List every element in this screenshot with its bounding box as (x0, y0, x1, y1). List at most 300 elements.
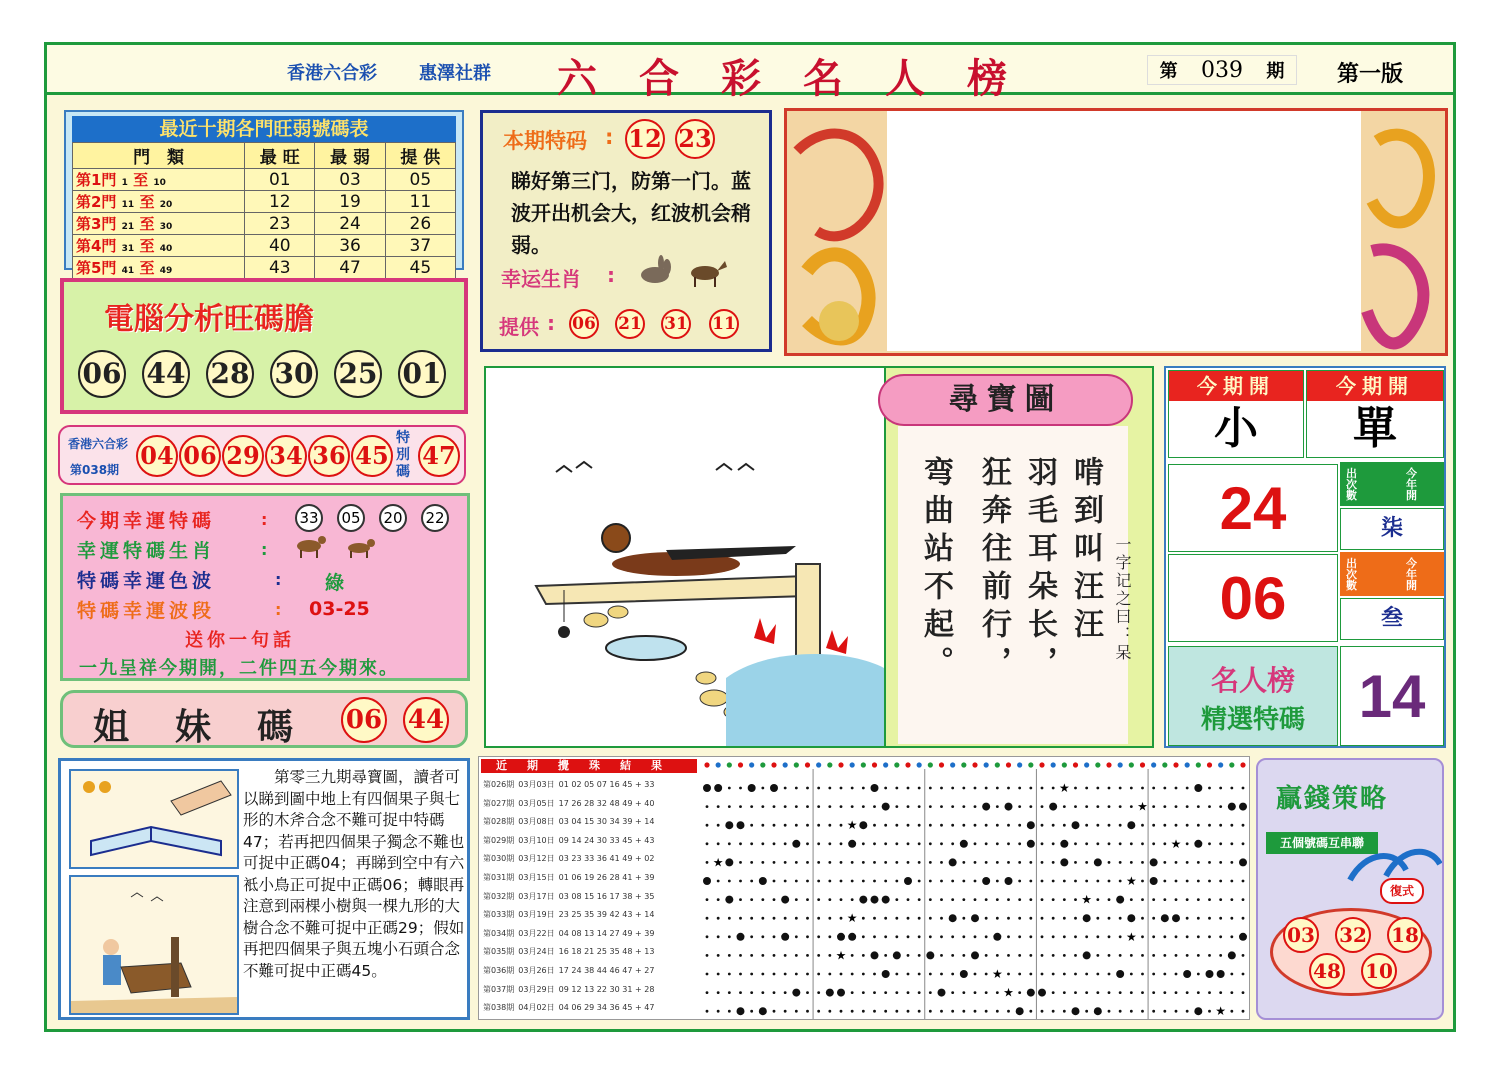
empty-mark (784, 973, 787, 976)
draw-date: 03月08日 (518, 817, 555, 827)
empty-mark (918, 917, 921, 920)
empty-mark (806, 1010, 809, 1013)
empty-mark (784, 880, 787, 883)
empty-mark (1007, 973, 1010, 976)
empty-mark (1163, 954, 1166, 957)
empty-mark (1242, 991, 1245, 994)
draw-row (483, 946, 654, 957)
empty-mark (1029, 898, 1032, 901)
empty-mark (929, 861, 932, 864)
empty-mark (996, 917, 999, 920)
empty-mark (706, 954, 709, 957)
empty-mark (1175, 991, 1178, 994)
draw-row (483, 928, 654, 939)
empty-mark (1096, 898, 1099, 901)
drawn-mark (1172, 914, 1180, 922)
empty-mark (1186, 991, 1189, 994)
column-marker (1173, 762, 1178, 767)
empty-mark (884, 954, 887, 957)
empty-mark (1052, 824, 1055, 827)
empty-mark (962, 935, 965, 938)
empty-mark (1085, 991, 1088, 994)
empty-mark (962, 1010, 965, 1013)
empty-mark (1208, 805, 1211, 808)
empty-mark (895, 787, 898, 790)
empty-mark (974, 842, 977, 845)
empty-mark (1197, 917, 1200, 920)
empty-mark (1052, 917, 1055, 920)
empty-mark (717, 805, 720, 808)
drawn-mark (1027, 989, 1035, 997)
drawn-mark (1049, 803, 1057, 811)
empty-mark (1208, 861, 1211, 864)
empty-mark (773, 824, 776, 827)
empty-mark (884, 935, 887, 938)
column-marker (1229, 762, 1234, 767)
drawn-mark (1150, 858, 1158, 866)
gate-name: 第1門 (76, 171, 117, 189)
empty-mark (1219, 805, 1222, 808)
drawn-mark (859, 821, 867, 829)
empty-mark (773, 935, 776, 938)
empty-mark (806, 935, 809, 938)
empty-mark (750, 861, 753, 864)
column-marker (1151, 762, 1156, 767)
hot-cell: 12 (245, 191, 315, 213)
strategy-number: 32 (1335, 917, 1371, 953)
result-number: 45 (351, 435, 393, 477)
empty-mark (1175, 880, 1178, 883)
empty-mark (784, 1010, 787, 1013)
empty-mark (1119, 935, 1122, 938)
current-special-number: 23 (675, 119, 715, 159)
recent-draws-title: 近期攪珠結果 (481, 759, 697, 773)
empty-mark (1130, 973, 1133, 976)
strategy-number: 03 (1283, 917, 1319, 953)
empty-mark (828, 954, 831, 957)
empty-mark (1074, 842, 1077, 845)
empty-mark (1242, 954, 1245, 957)
draw-row (483, 984, 654, 995)
empty-mark (739, 991, 742, 994)
special-number: 47 (418, 435, 460, 477)
empty-mark (1074, 805, 1077, 808)
empty-mark (918, 880, 921, 883)
empty-mark (951, 991, 954, 994)
empty-mark (895, 842, 898, 845)
empty-mark (974, 935, 977, 938)
page-title: 六合彩名人榜 (557, 55, 1049, 102)
empty-mark (1119, 1010, 1122, 1013)
empty-mark (706, 917, 709, 920)
empty-mark (996, 954, 999, 957)
empty-mark (907, 917, 910, 920)
drawn-mark (1194, 1007, 1202, 1015)
drawn-mark (848, 933, 856, 941)
draw-row (483, 965, 654, 976)
drawn-mark (960, 970, 968, 978)
gate-to-label: 至 (133, 171, 149, 189)
empty-mark (795, 935, 798, 938)
empty-mark (717, 991, 720, 994)
stat-label: 今期開 (1307, 371, 1443, 401)
column-marker (950, 762, 955, 767)
empty-mark (1108, 880, 1111, 883)
empty-mark (873, 935, 876, 938)
phrase-text: 一九呈祥今期開，二件四五今期來。 (79, 658, 399, 679)
gate-name: 第3門 (76, 215, 117, 233)
treasure-picture (484, 366, 886, 748)
empty-mark (1141, 991, 1144, 994)
column-marker (972, 762, 977, 767)
empty-mark (1230, 898, 1233, 901)
gate-name: 第2門 (76, 193, 117, 211)
side-b-header (1340, 552, 1444, 596)
draw-date: 03月17日 (518, 891, 555, 901)
gate-to: 30 (159, 222, 173, 232)
empty-mark (1041, 861, 1044, 864)
empty-mark (1029, 787, 1032, 790)
empty-mark (1152, 935, 1155, 938)
draw-row (483, 798, 654, 809)
empty-mark (996, 880, 999, 883)
empty-mark (1018, 935, 1021, 938)
empty-mark (929, 880, 932, 883)
empty-mark (985, 991, 988, 994)
empty-mark (884, 842, 887, 845)
empty-mark (895, 973, 898, 976)
empty-mark (1018, 824, 1021, 827)
empty-mark (1085, 805, 1088, 808)
column-marker (771, 762, 776, 767)
empty-mark (918, 935, 921, 938)
decorative-banner (784, 108, 1448, 356)
cold-cell: 36 (315, 235, 385, 257)
issue-number (1147, 55, 1297, 85)
cold-cell: 24 (315, 213, 385, 235)
column-marker (850, 762, 855, 767)
empty-mark (1197, 898, 1200, 901)
column-marker (861, 762, 866, 767)
empty-mark (884, 991, 887, 994)
empty-mark (996, 787, 999, 790)
phrase-label: 送你一句話 (185, 630, 295, 651)
drawn-mark (1150, 877, 1158, 885)
drawn-mark (1239, 858, 1247, 866)
empty-mark (1141, 787, 1144, 790)
result-number: 34 (265, 435, 307, 477)
column-marker (1062, 762, 1067, 767)
empty-mark (884, 787, 887, 790)
draw-numbers: 17 24 38 44 46 47 + 27 (558, 966, 655, 975)
empty-mark (1063, 880, 1066, 883)
hot-cell: 01 (245, 169, 315, 191)
empty-mark (974, 1010, 977, 1013)
stat-box-parity (1306, 370, 1444, 458)
side-b-top2: 今年開 (1406, 557, 1417, 592)
gate-to: 20 (159, 200, 173, 210)
empty-mark (1242, 973, 1245, 976)
empty-mark (1007, 1010, 1010, 1013)
empty-mark (817, 954, 820, 957)
draw-dot-grid (701, 757, 1249, 1019)
colon: : (605, 125, 614, 149)
issue-value: 039 (1200, 57, 1243, 83)
empty-mark (862, 954, 865, 957)
empty-mark (1141, 861, 1144, 864)
empty-mark (750, 917, 753, 920)
empty-mark (1163, 861, 1166, 864)
side-a-top: 出次數 (1346, 467, 1357, 502)
empty-mark (929, 935, 932, 938)
empty-mark (918, 787, 921, 790)
empty-mark (1096, 954, 1099, 957)
empty-mark (1163, 842, 1166, 845)
empty-mark (739, 898, 742, 901)
empty-mark (1219, 842, 1222, 845)
empty-mark (1230, 842, 1233, 845)
lucky-number: 05 (337, 504, 365, 532)
empty-mark (795, 861, 798, 864)
empty-mark (1096, 880, 1099, 883)
empty-mark (951, 935, 954, 938)
empty-mark (918, 954, 921, 957)
treasure-poem-panel (884, 366, 1154, 748)
drawn-mark (1127, 821, 1135, 829)
draw-issue: 第036期 (483, 966, 515, 975)
empty-mark (951, 954, 954, 957)
side-a-value: 柒 (1340, 508, 1444, 550)
empty-mark (1141, 880, 1144, 883)
empty-mark (918, 824, 921, 827)
empty-mark (1197, 861, 1200, 864)
empty-mark (1074, 973, 1077, 976)
empty-mark (840, 842, 843, 845)
drawn-mark (1127, 914, 1135, 922)
empty-mark (1242, 880, 1245, 883)
empty-mark (1096, 842, 1099, 845)
empty-mark (1007, 842, 1010, 845)
empty-mark (761, 954, 764, 957)
sister-number: 44 (403, 697, 449, 743)
empty-mark (1007, 935, 1010, 938)
empty-mark (840, 1010, 843, 1013)
draw-date: 03月24日 (518, 947, 555, 957)
empty-mark (929, 787, 932, 790)
empty-mark (929, 842, 932, 845)
empty-mark (862, 991, 865, 994)
empty-mark (1029, 954, 1032, 957)
empty-mark (1130, 991, 1133, 994)
empty-mark (895, 861, 898, 864)
column-marker (928, 762, 933, 767)
drawn-mark (859, 896, 867, 904)
empty-mark (840, 787, 843, 790)
provide-label: 提供 (499, 315, 539, 339)
empty-mark (1096, 935, 1099, 938)
empty-mark (1029, 861, 1032, 864)
empty-mark (951, 805, 954, 808)
drawn-mark (1038, 989, 1046, 997)
empty-mark (728, 805, 731, 808)
empty-mark (1208, 842, 1211, 845)
empty-mark (951, 898, 954, 901)
draw-row (483, 891, 654, 902)
empty-mark (940, 842, 943, 845)
empty-mark (895, 1010, 898, 1013)
empty-mark (750, 973, 753, 976)
draw-row (483, 779, 654, 790)
empty-mark (1063, 898, 1066, 901)
empty-mark (1163, 787, 1166, 790)
empty-mark (828, 824, 831, 827)
draw-date: 03月10日 (518, 835, 555, 845)
empty-mark (1108, 898, 1111, 901)
empty-mark (1108, 935, 1111, 938)
empty-mark (1108, 917, 1111, 920)
strategy-number: 48 (1309, 953, 1345, 989)
drawn-mark (1094, 858, 1102, 866)
column-marker (1017, 762, 1022, 767)
empty-mark (817, 880, 820, 883)
lucky-range-label: 特碼幸運波段 (77, 600, 216, 622)
empty-mark (840, 973, 843, 976)
empty-mark (840, 917, 843, 920)
famous-sub: 精選特碼 (1200, 705, 1305, 735)
treasure-title: 尋寶圖 (878, 374, 1133, 426)
empty-mark (717, 880, 720, 883)
empty-mark (1230, 973, 1233, 976)
empty-mark (1007, 954, 1010, 957)
empty-mark (1230, 787, 1233, 790)
empty-mark (728, 991, 731, 994)
empty-mark (706, 824, 709, 827)
empty-mark (1141, 935, 1144, 938)
draw-issue: 第029期 (483, 835, 515, 845)
empty-mark (1186, 954, 1189, 957)
drawn-mark (837, 933, 845, 941)
empty-mark (717, 973, 720, 976)
drawn-mark (737, 933, 745, 941)
special-number-label: 特別碼 (396, 430, 410, 480)
empty-mark (895, 935, 898, 938)
column-marker (1028, 762, 1033, 767)
drawn-mark (882, 896, 890, 904)
col-header: 最 旺 (245, 143, 315, 169)
empty-mark (851, 1010, 854, 1013)
empty-mark (951, 1010, 954, 1013)
empty-mark (1208, 991, 1211, 994)
empty-mark (728, 917, 731, 920)
provide-number: 31 (661, 309, 691, 339)
empty-mark (851, 991, 854, 994)
empty-mark (784, 954, 787, 957)
empty-mark (1197, 805, 1200, 808)
empty-mark (951, 880, 954, 883)
drawn-mark (1217, 970, 1225, 978)
empty-mark (873, 917, 876, 920)
empty-mark (907, 787, 910, 790)
empty-mark (974, 991, 977, 994)
empty-mark (773, 861, 776, 864)
column-marker (727, 762, 732, 767)
stat-label: 今期開 (1169, 371, 1303, 401)
column-marker (1073, 762, 1078, 767)
empty-mark (884, 861, 887, 864)
drawn-mark (1072, 1007, 1080, 1015)
drawn-mark (1027, 840, 1035, 848)
empty-mark (773, 973, 776, 976)
empty-mark (873, 861, 876, 864)
strategy-number: 18 (1387, 917, 1423, 953)
empty-mark (1063, 1010, 1066, 1013)
empty-mark (795, 898, 798, 901)
empty-mark (851, 787, 854, 790)
draw-date: 03月19日 (518, 910, 555, 920)
drawn-mark (703, 877, 711, 885)
empty-mark (828, 805, 831, 808)
recent-draws-panel (478, 756, 1250, 1020)
empty-mark (795, 880, 798, 883)
empty-mark (1163, 824, 1166, 827)
poem-line: 弯曲站不起。 (918, 456, 953, 684)
empty-mark (907, 935, 910, 938)
empty-mark (817, 787, 820, 790)
empty-mark (929, 805, 932, 808)
empty-mark (907, 824, 910, 827)
empty-mark (1175, 898, 1178, 901)
empty-mark (895, 991, 898, 994)
empty-mark (1130, 805, 1133, 808)
empty-mark (1052, 880, 1055, 883)
empty-mark (918, 991, 921, 994)
empty-mark (1163, 973, 1166, 976)
empty-mark (1052, 1010, 1055, 1013)
empty-mark (862, 917, 865, 920)
special-mark: ★ (1125, 874, 1137, 888)
cold-cell: 19 (315, 191, 385, 213)
gate-to: 10 (153, 178, 166, 188)
special-mark: ★ (1170, 836, 1182, 851)
empty-mark (1041, 973, 1044, 976)
special-mark: ★ (1058, 781, 1070, 795)
empty-mark (761, 898, 764, 901)
empty-mark (974, 805, 977, 808)
drawn-mark (1005, 877, 1013, 885)
empty-mark (918, 861, 921, 864)
gate-from: 11 (121, 200, 135, 210)
empty-mark (750, 805, 753, 808)
empty-mark (1208, 935, 1211, 938)
empty-mark (1208, 824, 1211, 827)
empty-mark (1175, 805, 1178, 808)
special-mark: ★ (846, 818, 858, 833)
analysis-number: 25 (334, 350, 382, 398)
empty-mark (940, 917, 943, 920)
empty-mark (1163, 935, 1166, 938)
empty-mark (962, 787, 965, 790)
empty-mark (1007, 917, 1010, 920)
empty-mark (1175, 954, 1178, 957)
empty-mark (840, 880, 843, 883)
draw-numbers: 09 14 24 30 33 45 + 43 (558, 835, 655, 845)
hot-cell: 43 (245, 257, 315, 279)
empty-mark (974, 824, 977, 827)
empty-mark (1085, 880, 1088, 883)
empty-mark (985, 1010, 988, 1013)
empty-mark (907, 991, 910, 994)
strategy-number: 10 (1361, 953, 1397, 989)
